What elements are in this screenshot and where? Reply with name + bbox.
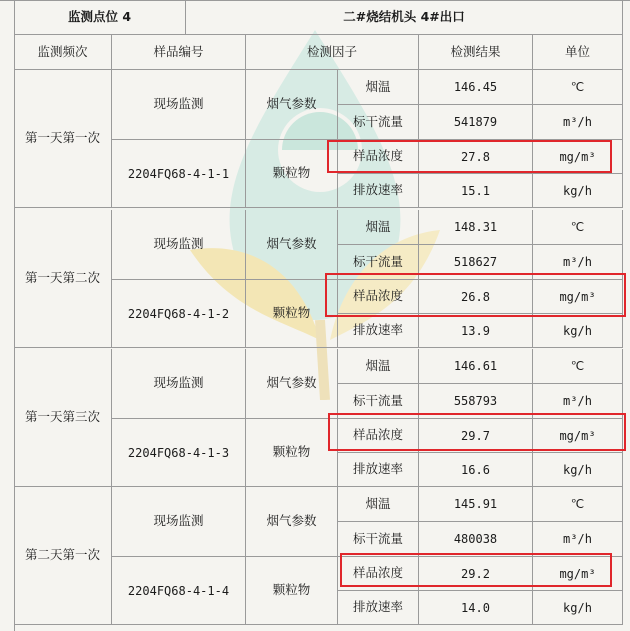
result-cell: 13.9: [419, 314, 533, 348]
frequency-cell: [14, 210, 112, 348]
factor-cell: 标干流量: [338, 245, 419, 280]
unit-cell: mg/m³: [533, 419, 623, 453]
result-cell: 146.61: [419, 349, 533, 384]
point-value: 二#烧结机头 4#出口: [186, 0, 623, 35]
frequency-line-1: 第二天: [24, 547, 63, 563]
result-cell: 14.0: [419, 591, 533, 625]
factor-cell: 排放速率: [338, 591, 419, 625]
sample-site-cell: 现场监测: [112, 70, 246, 140]
unit-cell: mg/m³: [533, 557, 623, 591]
category-particle-cell: 颗粒物: [246, 419, 338, 487]
unit-cell: mg/m³: [533, 280, 623, 314]
table-left-border: [14, 0, 15, 631]
factor-cell: 排放速率: [338, 453, 419, 487]
unit-cell: ℃: [533, 349, 623, 384]
factor-cell: 样品浓度: [338, 280, 419, 314]
frequency-cell: [14, 349, 112, 487]
factor-cell: 烟温: [338, 210, 419, 245]
column-header-0: 监测频次: [14, 35, 112, 70]
column-header-4: 单位: [533, 35, 623, 70]
factor-cell: 样品浓度: [338, 557, 419, 591]
factor-cell: 标干流量: [338, 522, 419, 557]
frequency-line-1: 第一天: [24, 270, 63, 286]
column-header-2: 检测因子: [246, 35, 419, 70]
result-cell: 27.8: [419, 140, 533, 174]
unit-cell: m³/h: [533, 245, 623, 280]
unit-cell: m³/h: [533, 384, 623, 419]
category-particle-cell: 颗粒物: [246, 280, 338, 348]
unit-cell: ℃: [533, 487, 623, 522]
category-flue-cell: 烟气参数: [246, 487, 338, 557]
result-cell: 148.31: [419, 210, 533, 245]
sample-site-cell: 现场监测: [112, 487, 246, 557]
frequency-cell: [14, 487, 112, 625]
column-header-1: 样品编号: [112, 35, 246, 70]
sample-id-cell: 2204FQ68-4-1-1: [112, 140, 246, 208]
unit-cell: kg/h: [533, 453, 623, 487]
unit-cell: ℃: [533, 70, 623, 105]
unit-cell: ℃: [533, 210, 623, 245]
result-cell: 29.7: [419, 419, 533, 453]
unit-cell: kg/h: [533, 591, 623, 625]
sample-site-cell: 现场监测: [112, 349, 246, 419]
frequency-line-1: 第一天: [24, 130, 63, 146]
unit-cell: m³/h: [533, 105, 623, 140]
result-cell: 26.8: [419, 280, 533, 314]
factor-cell: 标干流量: [338, 384, 419, 419]
category-flue-cell: 烟气参数: [246, 349, 338, 419]
result-cell: 480038: [419, 522, 533, 557]
result-cell: 15.1: [419, 174, 533, 208]
factor-cell: 标干流量: [338, 105, 419, 140]
unit-cell: m³/h: [533, 522, 623, 557]
column-header-3: 检测结果: [419, 35, 533, 70]
table-top-border: [0, 0, 630, 1]
factor-cell: 烟温: [338, 349, 419, 384]
sample-id-cell: 2204FQ68-4-1-3: [112, 419, 246, 487]
result-cell: 541879: [419, 105, 533, 140]
frequency-cell: [14, 70, 112, 208]
unit-cell: kg/h: [533, 314, 623, 348]
unit-cell: mg/m³: [533, 140, 623, 174]
frequency-line-2: 第三次: [62, 409, 101, 425]
result-cell: 145.91: [419, 487, 533, 522]
factor-cell: 样品浓度: [338, 419, 419, 453]
category-flue-cell: 烟气参数: [246, 70, 338, 140]
factor-cell: 样品浓度: [338, 140, 419, 174]
frequency-line-2: 第一次: [62, 547, 101, 563]
result-cell: 29.2: [419, 557, 533, 591]
point-label: 监测点位 4: [14, 0, 186, 35]
factor-cell: 烟温: [338, 487, 419, 522]
factor-cell: 烟温: [338, 70, 419, 105]
category-particle-cell: 颗粒物: [246, 557, 338, 625]
result-cell: 146.45: [419, 70, 533, 105]
sample-id-cell: 2204FQ68-4-1-2: [112, 280, 246, 348]
unit-cell: kg/h: [533, 174, 623, 208]
result-cell: 518627: [419, 245, 533, 280]
factor-cell: 排放速率: [338, 174, 419, 208]
sample-site-cell: 现场监测: [112, 210, 246, 280]
sample-id-cell: 2204FQ68-4-1-4: [112, 557, 246, 625]
result-cell: 16.6: [419, 453, 533, 487]
result-cell: 558793: [419, 384, 533, 419]
frequency-line-1: 第一天: [24, 409, 63, 425]
factor-cell: 排放速率: [338, 314, 419, 348]
frequency-line-2: 第一次: [62, 130, 101, 146]
category-flue-cell: 烟气参数: [246, 210, 338, 280]
category-particle-cell: 颗粒物: [246, 140, 338, 208]
frequency-line-2: 第二次: [62, 270, 101, 286]
